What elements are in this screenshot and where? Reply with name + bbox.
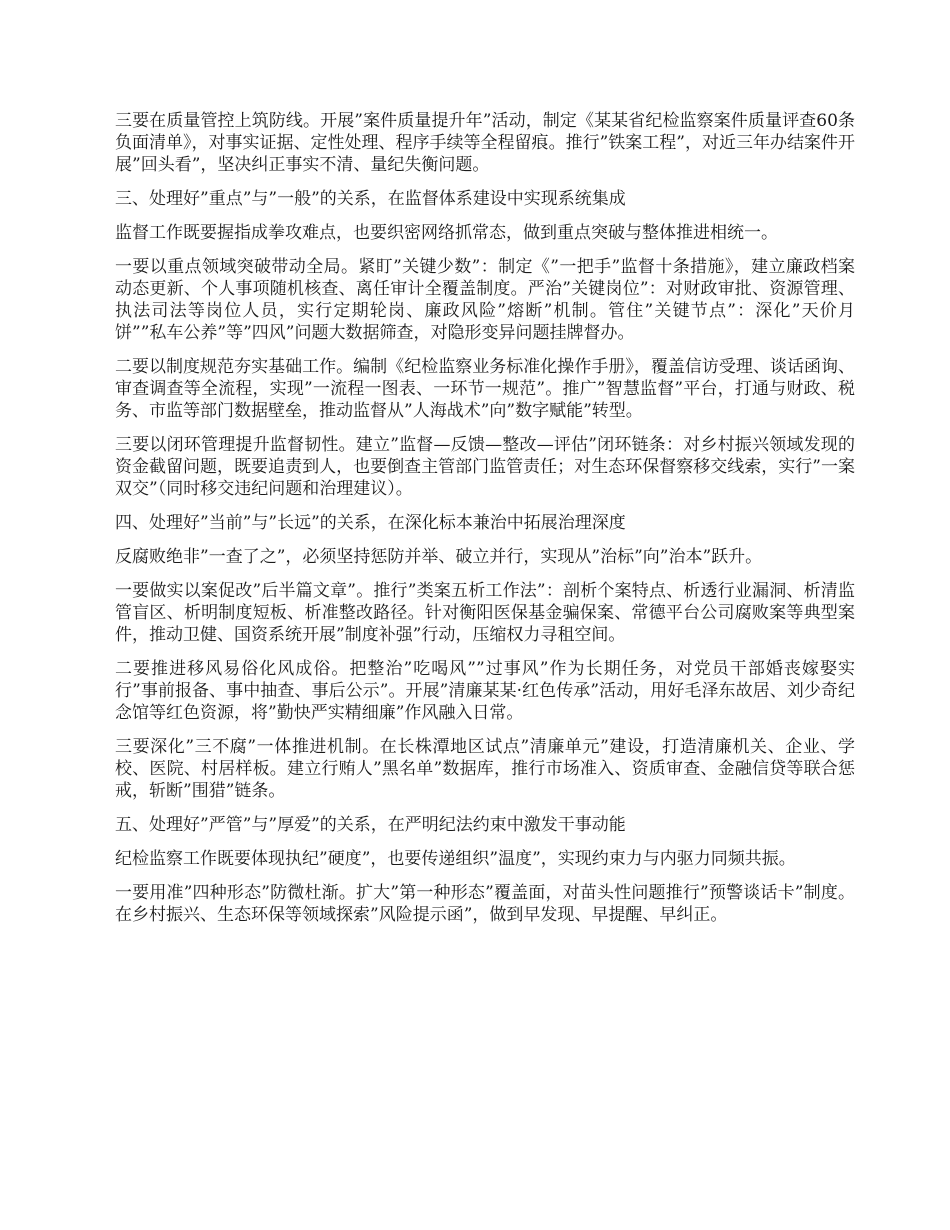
paragraph-section-5-intro: 纪检监察工作既要体现执纪”硬度”，也要传递组织”温度”，实现约束力与内驱力同频共振。 (115, 849, 796, 869)
section-heading-5: 五、处理好”严管”与”厚爱”的关系，在严明纪法约束中激发干事动能 (115, 815, 626, 835)
section-heading-4: 四、处理好”当前”与”长远”的关系，在深化标本兼治中拓展治理深度 (115, 513, 626, 533)
paragraph-key-areas: 一要以重点领域突破带动全局。紧盯”关键少数”：制定《”一把手”监督十条措施》，建立廉政档案动态更新、个人事项随机核查、离任审计全覆盖制度。严治”关键岗位”：对财政审批、资源管理、执法司法等岗位人员，实行定期轮岗、廉政风险”熔断”机制。管住”关键节点”：深化”天价月饼””私车公养”等”四风”问题大数据筛查，对隐形变异问题挂牌督办。 (115, 257, 855, 343)
paragraph-quality-control: 三要在质量管控上筑防线。开展”案件质量提升年”活动，制定《某某省纪检监察案件质量评查60条负面清单》，对事实证据、定性处理、程序手续等全程留痕。推行”铁案工程”，对近三年办结案件开展”回头看”，坚决纠正事实不清、量纪失衡问题。 (115, 111, 855, 175)
paragraph-four-forms: 一要用准”四种形态”防微杜渐。扩大”第一种形态”覆盖面，对苗头性问题推行”预警谈话卡”制度。在乡村振兴、生态环保等领域探索”风险提示函”，做到早发现、早提醒、早纠正。 (115, 883, 855, 925)
paragraph-system-norms: 二要以制度规范夯实基础工作。编制《纪检监察业务标准化操作手册》，覆盖信访受理、谈话函询、审查调查等全流程，实现”一流程一图表、一环节一规范”。推广”智慧监督”平台，打通与财政、税务、市监等部门数据壁垒，推动监督从”人海战术”向”数字赋能”转型。 (115, 357, 855, 421)
section-heading-3: 三、处理好”重点”与”一般”的关系，在监督体系建设中实现系统集成 (115, 189, 626, 209)
document-body (115, 110, 855, 938)
paragraph-three-nos: 三要深化”三不腐”一体推进机制。在长株潭地区试点”清廉单元”建设，打造清廉机关、企业、学校、医院、村居样板。建立行贿人”黑名单”数据库，推行市场准入、资质审查、金融信贷等联合惩戒，斩断”围猎”链条。 (115, 737, 855, 801)
paragraph-closed-loop: 三要以闭环管理提升监督韧性。建立”监督—反馈—整改—评估”闭环链条：对乡村振兴领域发现的资金截留问题，既要追责到人，也要倒查主管部门监管责任；对生态环保督察移交线索，实行”一案双交”（同时移交违纪问题和治理建议）。 (115, 435, 855, 499)
paragraph-case-reform: 一要做实以案促改”后半篇文章”。推行”类案五析工作法”：剖析个案特点、析透行业漏洞、析清监管盲区、析明制度短板、析准整改路径。针对衡阳医保基金骗保案、常德平台公司腐败案等典型案件，推动卫健、国资系统开展”制度补强”行动，压缩权力寻租空间。 (115, 581, 855, 645)
paragraph-section-3-intro: 监督工作既要握指成拳攻难点，也要织密网络抓常态，做到重点突破与整体推进相统一。 (115, 223, 778, 243)
paragraph-customs-reform: 二要推进移风易俗化风成俗。把整治”吃喝风””过事风”作为长期任务，对党员干部婚丧嫁娶实行”事前报备、事中抽查、事后公示”。开展”清廉某某·红色传承”活动，用好毛泽东故居、刘少奇纪念馆等红色资源，将”勤快严实精细廉”作风融入日常。 (115, 659, 855, 723)
paragraph-section-4-intro: 反腐败绝非”一查了之”，必须坚持惩防并举、破立并行，实现从”治标”向”治本”跃升。 (115, 547, 763, 567)
